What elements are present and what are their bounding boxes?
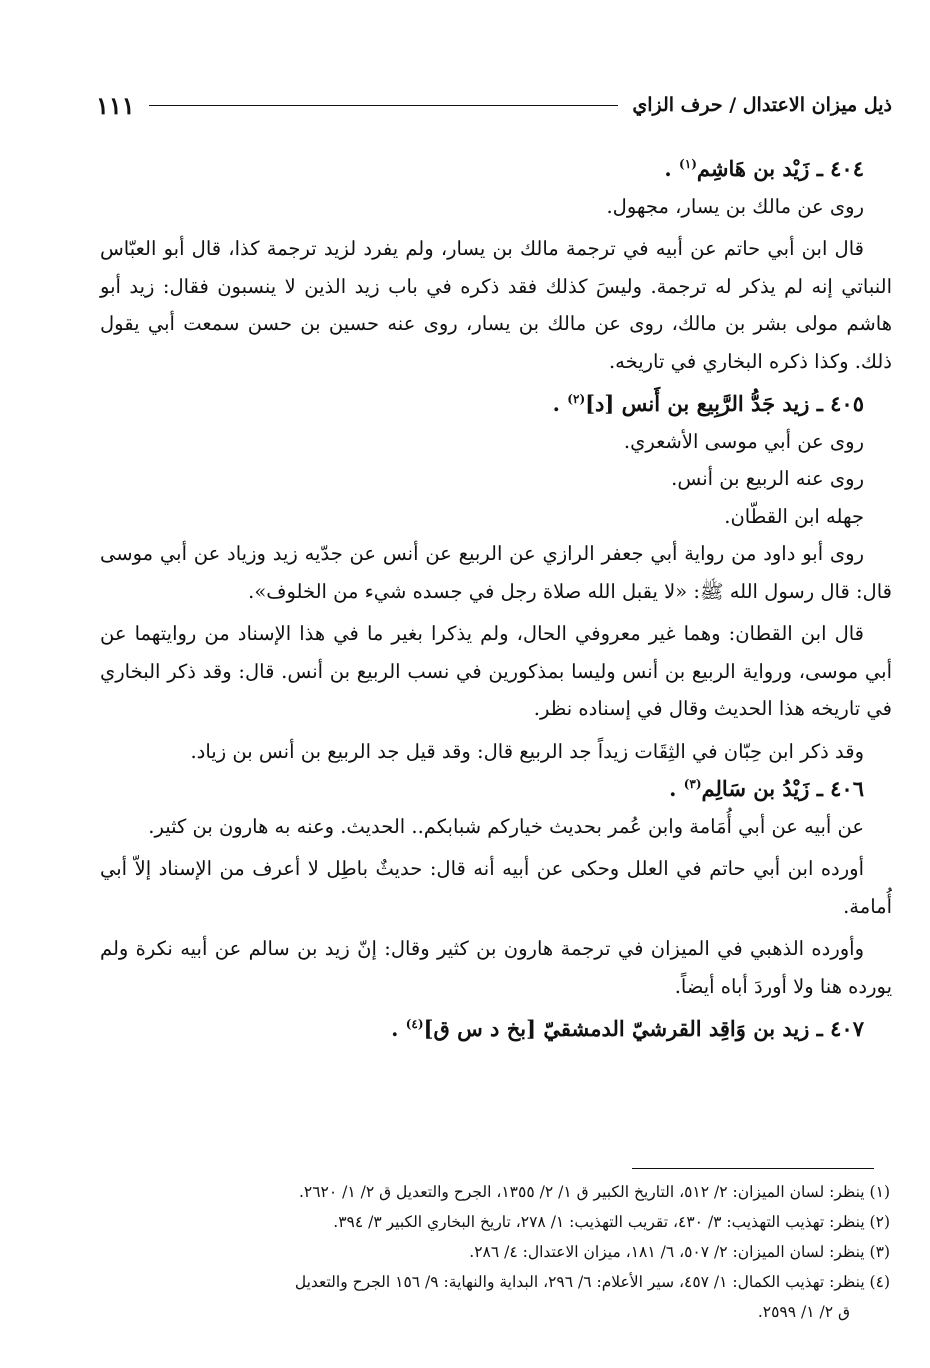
paragraph: جهله ابن القطّان. [724, 504, 864, 528]
footnote-ref: (١) [679, 157, 697, 171]
running-head: ذيل ميزان الاعتدال / حرف الزاي [632, 94, 892, 116]
footnote-2: (٢) ينظر: تهذيب التهذيب: ٣/ ٤٣٠، تقريب التهذيب: ١/ ٢٧٨، تاريخ البخاري الكبير ٣/ ٣٩٤. [333, 1213, 890, 1231]
paragraph: قال ابن أبي حاتم عن أبيه في ترجمة مالك بن يسار، ولم يفرد لزيد ترجمة كذا، قال أبو العبّاس النباتي إنه لم يذكر له ترجمة. وليسَ كذلك فقد ذكره في باب زيد الذين لا ينسبون فقال: زيد أبو هاشم مولى بشر بن مالك، روى عن مالك بن يسار، روى عنه حسين بن حسن سمعت أبي يقول ذلك. وكذا ذكره البخاري في تاريخه. [100, 237, 893, 373]
footnote-ref: (٣) [683, 777, 702, 791]
paragraph: عن أبيه عن أبي أُمَامة وابن عُمر بحديث خياركم شبابكم.. الحديث. وعنه به هارون بن كثير. [148, 814, 864, 838]
header-rule [149, 105, 619, 106]
footnote-4: (٤) ينظر: تهذيب الكمال: ١/ ٤٥٧، سير الأعلام: ٦/ ٢٩٦، البداية والنهاية: ٩/ ١٥٦ الجرح والتعديل [294, 1273, 890, 1291]
footnote-4-continuation: ق ٢/ ١/ ٢٥٩٩. [757, 1303, 850, 1321]
main-text [100, 150, 892, 1048]
entry-title-407: ٤٠٧ ـ زيد بن وَاقِد القرشيّ الدمشقيّ [بخ د س ق]$^{(٤)}$ . [391, 1016, 864, 1041]
entry-title-404: ٤٠٤ ـ زَيْد بن هَاشِم$^{(١)}$ . [664, 156, 864, 181]
footnotes [90, 1177, 890, 1327]
paragraph: روى عن مالك بن يسار، مجهول. [606, 194, 864, 218]
entry-title-406: ٤٠٦ ـ زَيْدُ بن سَالِم$^{(٣)}$ . [669, 776, 864, 801]
footnote-1: (١) ينظر: لسان الميزان: ٢/ ٥١٢، التاريخ الكبير ق ١/ ٢/ ١٣٥٥، الجرح والتعديل ق ٢/ ١/ ٢٦٢٠. [298, 1183, 890, 1201]
paragraph: روى عنه الربيع بن أنس. [671, 467, 864, 490]
paragraph: روى أبو داود من رواية أبي جعفر الرازي عن الربيع عن أنس عن جدّيه زيد وزياد عن أبي موسى قال: قال رسول الله ﷺ: «لا يقبل الله صلاة رجل في جسده شيء من الخلوف». [100, 542, 892, 603]
paragraph: روى عن أبي موسى الأشعري. [623, 429, 864, 453]
footnote-ref: (٤) [405, 1017, 424, 1031]
page-number: ١١١ [96, 90, 135, 120]
paragraph: قال ابن القطان: وهما غير معروفي الحال، ولم يذكرا بغير ما في هذا الإسناد من روايتهما عن أبي موسى، ورواية الربيع بن أنس وليسا بمذكورين في نسب الربيع بن أنس. قال: وقد ذكر البخاري في تاريخه هذا الحديث وقال في إسناده نظر. [100, 622, 892, 720]
footnote-ref: (٢) [567, 392, 586, 406]
paragraph: وأورده الذهبي في الميزان في ترجمة هارون بن كثير وقال: إنّ زيد بن سالم عن أبيه نكرة ولم يورده هنا ولا أوردَ أباه أيضاً. [100, 937, 892, 998]
paragraph: وقد ذكر ابن حِبّان في الثِقَات زيداً جد الربيع قال: وقد قيل جد الربيع بن أنس بن زياد. [190, 739, 864, 763]
paragraph: أورده ابن أبي حاتم في العلل وحكى عن أبيه أنه قال: حديثٌ باطِل لا أعرف من الإسناد إلاّ أبي أُمامة. [100, 857, 892, 918]
entry-title-405: ٤٠٥ ـ زيد جَدُّ الرَّبِيع بن أَنس [د]$^{(٢)}$ . [552, 391, 864, 416]
footnote-rule [632, 1168, 874, 1169]
footnote-3: (٣) ينظر: لسان الميزان: ٢/ ٥٠٧، ٦/ ١٨١، ميزان الاعتدال: ٤/ ٢٨٦. [469, 1243, 890, 1261]
page-header [96, 82, 892, 128]
